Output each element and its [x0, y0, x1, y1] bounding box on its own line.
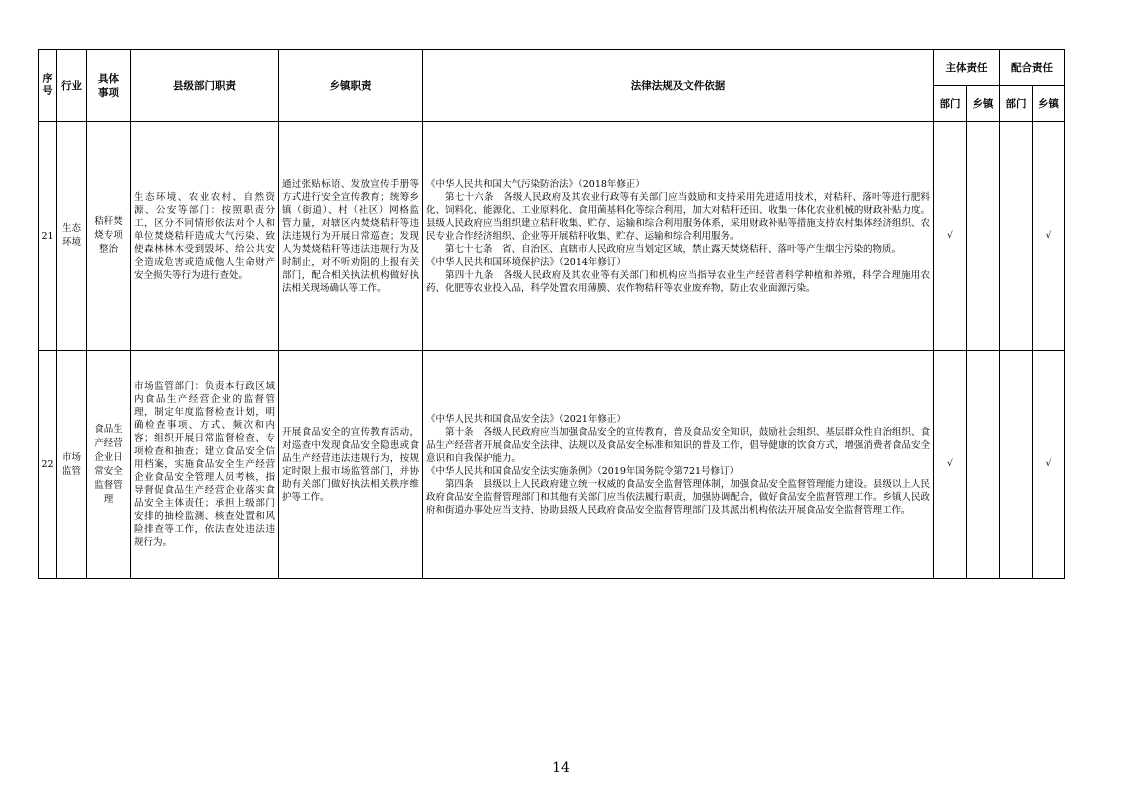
header-industry: 行业	[57, 50, 87, 122]
law-line: 第四条 县级以上人民政府建立统一权威的食品安全监督管理体制，加强食品安全监督管理能力建设。县级以上人民政府食品安全监督管理部门和其他有关部门应当依法履行职责，加强协调配合，做好食品安全监督管理工作。乡镇人民政府和街道办事处应当支持、协助县级人民政府食品安全监督管理部门及其派出机构依法开展食品安全监督管理工作。	[426, 478, 930, 516]
row-coop-town-check: √	[1033, 122, 1065, 351]
row-main-town-check	[967, 351, 1000, 579]
law-line: 《中华人民共和国大气污染防治法》（2018年修正）	[426, 178, 645, 190]
responsibility-table	[38, 49, 1065, 579]
row-main-town-check	[967, 122, 1000, 351]
header-main-town: 乡镇	[967, 86, 1000, 122]
law-line: 《中华人民共和国食品安全法》（2021年修正）	[426, 413, 626, 425]
row-county-duty: 生态环境、农业农村、自然资源、公安等部门：按照职责分工，区分不同情形依法对个人和单位焚烧秸秆造成大气污染、致使森林林木受到毁坏、给公共安全造成危害或造成他人生命财产安全损失等行为进行查处。	[131, 122, 279, 351]
law-line: 第七十六条 各级人民政府及其农业行政等有关部门应当鼓励和支持采用先进适用技术，对秸秆、落叶等进行肥料化、饲料化、能源化、工业原料化、食用菌基料化等综合利用，加大对秸秆还田、收集一体化农业机械的财政补贴力度。县级人民政府应当组织建立秸秆收集、贮存、运输和综合利用服务体系，采用财政补贴等措施支持农村集体经济组织、农民专业合作经济组织、企业等开展秸秆收集、贮存、运输和综合利用服务。	[426, 191, 930, 242]
header-row-1	[39, 50, 1065, 86]
row-industry: 市场监管	[57, 351, 87, 579]
row-item: 秸秆焚烧专项整治	[87, 122, 131, 351]
row-main-dept-check: √	[934, 122, 967, 351]
row-industry: 生态环境	[57, 122, 87, 351]
row-seq: 21	[39, 122, 57, 351]
header-item: 具体事项	[87, 50, 131, 122]
header-seq: 序号	[39, 50, 57, 122]
header-coop-resp: 配合责任	[1000, 50, 1065, 86]
law-line: 《中华人民共和国环境保护法》（2014年修订）	[426, 256, 626, 268]
row-law-basis	[423, 351, 934, 579]
row-town-duty: 开展食品安全的宣传教育活动，对巡查中发现食品安全隐患或食品生产经营违法违规行为，按规定时限上报市场监管部门，并协助有关部门做好执法相关秩序维护等工作。	[279, 351, 423, 579]
header-county-duty: 县级部门职责	[131, 50, 279, 122]
row-main-dept-check: √	[934, 351, 967, 579]
row-item: 食品生产经营企业日常安全监督管理	[87, 351, 131, 579]
row-law-basis	[423, 122, 934, 351]
header-law-basis: 法律法规及文件依据	[423, 50, 934, 122]
header-main-resp: 主体责任	[934, 50, 1000, 86]
header-coop-dept: 部门	[1000, 86, 1033, 122]
law-line: 第十条 各级人民政府应当加强食品安全的宣传教育，普及食品安全知识，鼓励社会组织、基层群众性自治组织、食品生产经营者开展食品安全法律、法规以及食品安全标准和知识的普及工作，倡导健康的饮食方式，增强消费者食品安全意识和自我保护能力。	[426, 426, 930, 464]
row-coop-town-check: √	[1033, 351, 1065, 579]
row-coop-dept-check	[1000, 351, 1033, 579]
header-main-dept: 部门	[934, 86, 967, 122]
header-town-duty: 乡镇职责	[279, 50, 423, 122]
table-row	[39, 122, 1065, 351]
row-town-duty: 通过张贴标语、发放宣传手册等方式进行安全宣传教育；统筹乡镇（街道）、村（社区）网格监管力量，对辖区内焚烧秸秆等违法违规行为开展日常巡查；发现人为焚烧秸秆等违法违规行为及时制止，对不听劝阻的上报有关部门，配合相关执法机构做好执法相关现场确认等工作。	[279, 122, 423, 351]
row-seq: 22	[39, 351, 57, 579]
row-coop-dept-check	[1000, 122, 1033, 351]
law-line: 第七十七条 省、自治区、直辖市人民政府应当划定区域，禁止露天焚烧秸秆、落叶等产生烟尘污染的物质。	[445, 243, 902, 255]
page-number: 14	[552, 760, 570, 776]
law-line: 第四十九条 各级人民政府及其农业等有关部门和机构应当指导农业生产经营者科学种植和养殖，科学合理施用农药、化肥等农业投入品，科学处置农用薄膜、农作物秸秆等农业废弃物，防止农业面源污染。	[426, 269, 930, 294]
table-row	[39, 351, 1065, 579]
law-line: 《中华人民共和国食品安全法实施条例》（2019年国务院令第721号修订）	[426, 465, 740, 477]
row-county-duty: 市场监管部门：负责本行政区域内食品生产经营企业的监督管理，制定年度监督检查计划，明确检查事项、方式、频次和内容；组织开展日常监督检查、专项检查和抽查；建立食品安全信用档案，实施食品安全生产经营企业食品安全管理人员考核，指导督促食品生产经营企业落实食品安全主体责任；承担上级部门安排的抽检监测、核查处置和风险排查等工作，依法查处违法违规行为。	[131, 351, 279, 579]
header-coop-town: 乡镇	[1033, 86, 1065, 122]
